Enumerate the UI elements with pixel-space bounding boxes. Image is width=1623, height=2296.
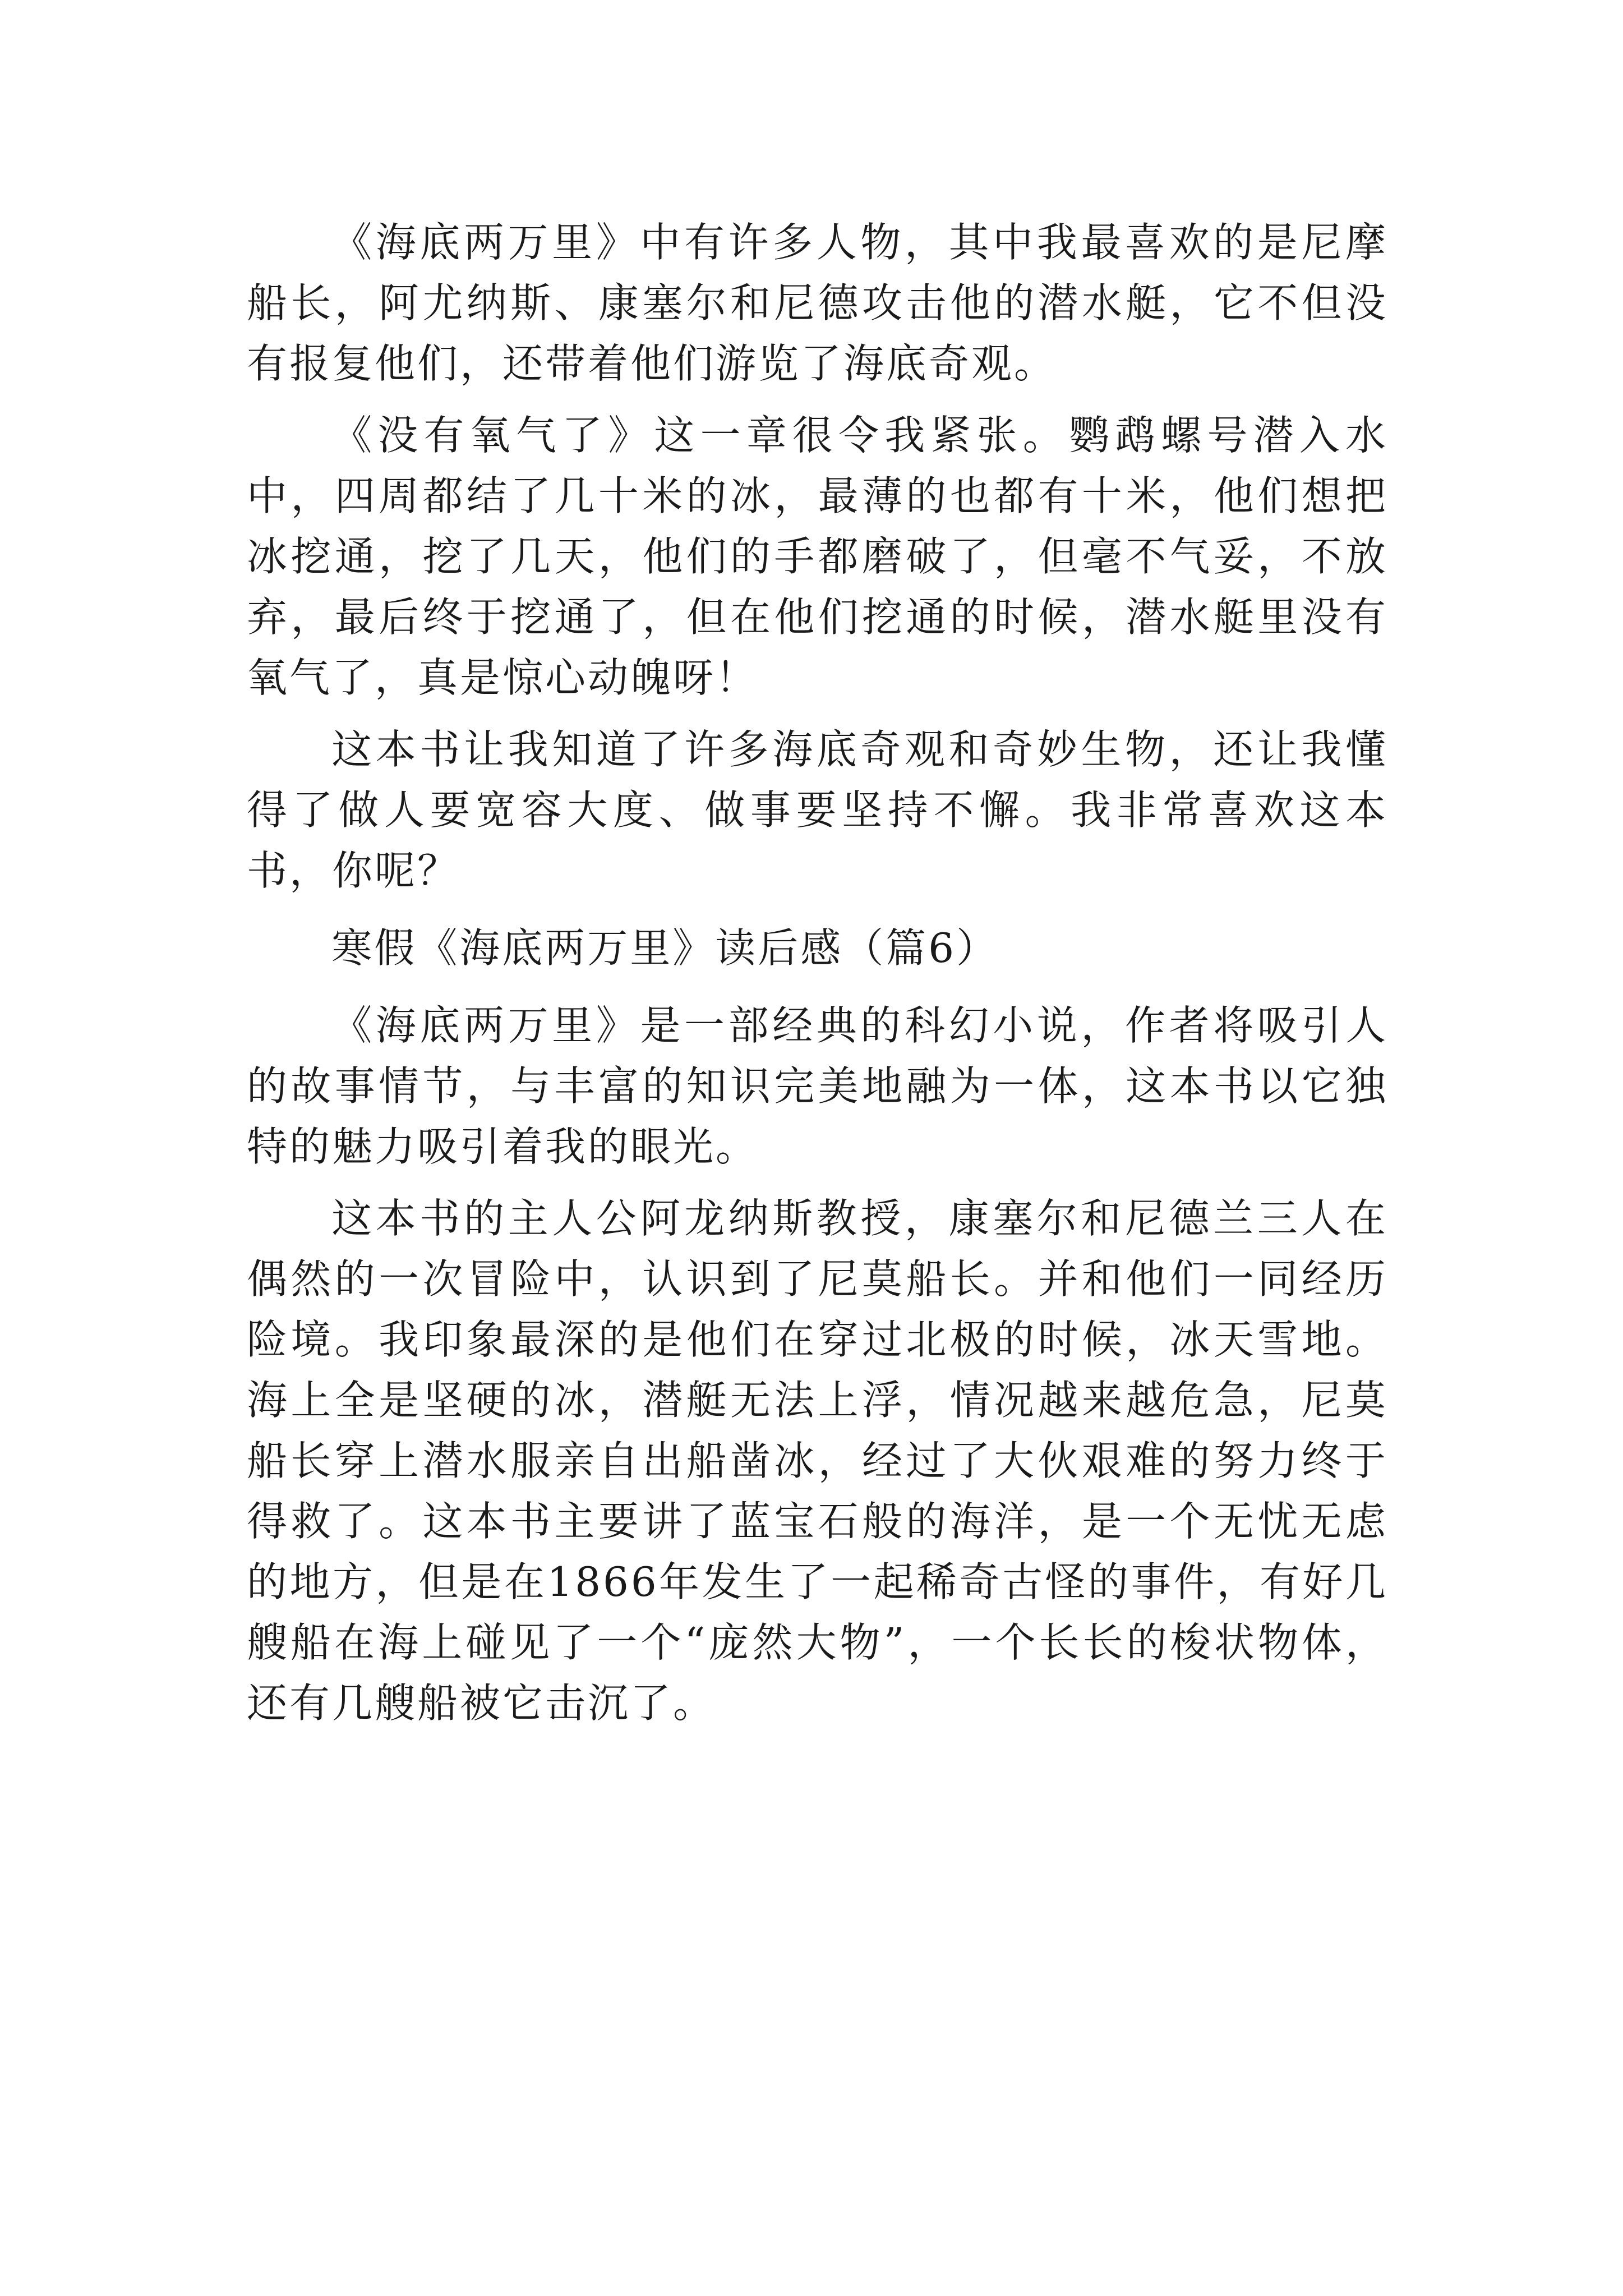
document-body — [247, 212, 1388, 1745]
paragraph-protagonists: 这本书的主人公阿龙纳斯教授，康塞尔和尼德兰三人在偶然的一次冒险中，认识到了尼莫船长。并和他们一同经历险境。我印象最深的是他们在穿过北极的时候，冰天雪地。海上全是坚硬的冰，潜艇无法上浮，情况越来越危急，尼莫船长穿上潜水服亲自出船凿冰，经过了大伙艰难的努力终于得救了。这本书主要讲了蓝宝石般的海洋，是一个无忧无虑的地方，但是在1866年发生了一起稀奇古怪的事件，有好几艘船在海上碰见了一个“庞然大物”，一个长长的梭状物体，还有几艘船被它击沉了。 — [247, 1195, 1388, 1727]
section-heading: 寒假《海底两万里》读后感（篇6） — [331, 924, 999, 972]
paragraph-classic-novel: 《海底两万里》是一部经典的科幻小说，作者将吸引人的故事情节，与丰富的知识完美地融为一体，这本书以它独特的魅力吸引着我的眼光。 — [247, 1002, 1388, 1170]
paragraph-no-oxygen: 《没有氧气了》这一章很令我紧张。鹦鹉螺号潜入水中，四周都结了几十米的冰，最薄的也都有十米，他们想把冰挖通，挖了几天，他们的手都磨破了，但毫不气妥，不放弃，最后终于挖通了，但在他们挖通的时候，潜水艇里没有氧气了，真是惊心动魄呀！ — [247, 412, 1388, 701]
paragraph-lessons: 这本书让我知道了许多海底奇观和奇妙生物，还让我懂得了做人要宽容大度、做事要坚持不懈。我非常喜欢这本书，你呢？ — [247, 726, 1388, 894]
paragraph-nemo-favorite: 《海底两万里》中有许多人物，其中我最喜欢的是尼摩船长，阿尤纳斯、康塞尔和尼德攻击他的潜水艇，它不但没有报复他们，还带着他们游览了海底奇观。 — [247, 219, 1388, 387]
